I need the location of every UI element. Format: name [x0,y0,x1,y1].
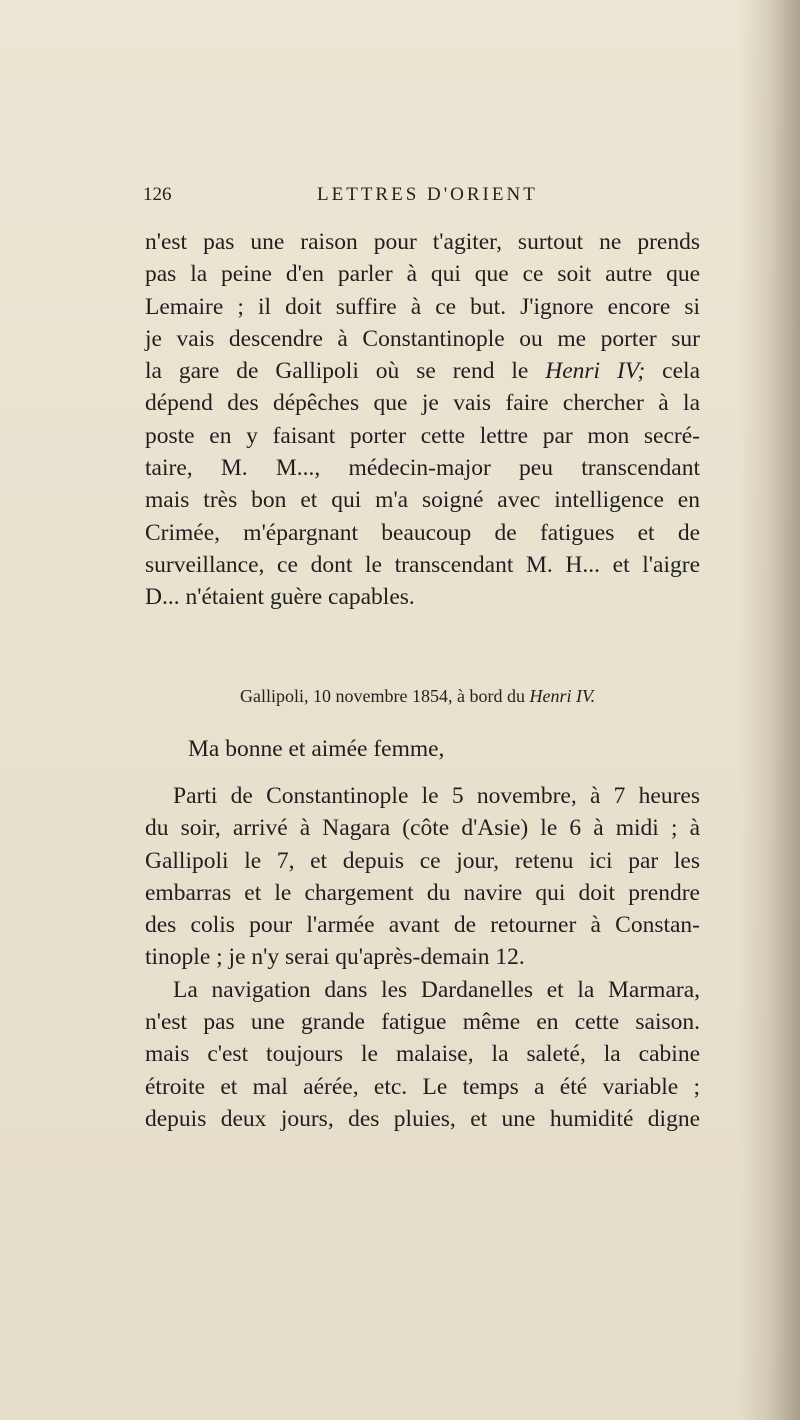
text-line: n'est pas une raison pour t'agiter, surtout ne prends [145,229,700,255]
text-line: La navigation dans les Dardanelles et la Marmara, [173,976,700,1003]
text-line: des colis pour l'armée avant de retourner à Constan- [145,912,700,939]
text-line: je vais descendre à Constantinople ou me porter sur [145,325,700,352]
text-line: tinople ; je n'y serai qu'après-demain 12. [145,944,525,971]
text-line: poste en y faisant porter cette lettre par mon secré- [145,422,700,449]
text-line: depuis deux jours, des pluies, et une humidité digne [145,1105,700,1132]
text-line: mais très bon et qui m'a soigné avec intelligence en [145,487,700,514]
letter-salutation: Ma bonne et aimée femme, [188,736,445,762]
ship-name: Henri IV; [545,358,646,385]
running-head [143,184,709,214]
text-line: embarras et le chargement du navire qui doit prendre [145,879,700,906]
text-line: Lemaire ; il doit suffire à ce but. J'ignore encore si [145,293,700,320]
text-line: Gallipoli le 7, et depuis ce jour, retenu ici par les [145,847,700,874]
text-line: taire, M. M..., médecin-major peu transcendant [145,455,700,482]
text-line: n'est pas une grande fatigue même en cette saison. [145,1009,700,1036]
text-line: dépend des dépêches que je vais faire chercher à la [145,390,700,417]
page-number: 126 [143,184,172,205]
text-line: pas la peine d'en parler à qui que ce soit autre que [145,261,700,288]
dateline-text: Gallipoli, 10 novembre 1854, à bord du [240,686,530,706]
running-title: LETTRES D'ORIENT [317,184,538,205]
text-line: du soir, arrivé à Nagara (côte d'Asie) le 6 à midi ; à [145,815,700,842]
letter-body [145,780,700,1135]
letter-dateline [240,686,700,707]
text-line: mais c'est toujours le malaise, la saleté, la cabine [145,1041,700,1068]
text-segment: cela [645,358,701,385]
text-line [145,355,700,387]
text-line: Parti de Constantinople le 5 novembre, à 7 heures [173,783,700,809]
text-line: étroite et mal aérée, etc. Le temps a été variable ; [145,1073,700,1100]
text-segment: la gare de Gallipoli où se rend le [145,358,546,385]
text-line: surveillance, ce dont le transcendant M. H... et l'aigre [145,551,700,578]
text-line: D... n'étaient guère capables. [145,584,415,611]
text-line: Crimée, m'épargnant beaucoup de fatigues et de [145,519,700,546]
paragraph-1 [145,226,700,614]
dateline-ship: Henri IV. [529,686,596,706]
